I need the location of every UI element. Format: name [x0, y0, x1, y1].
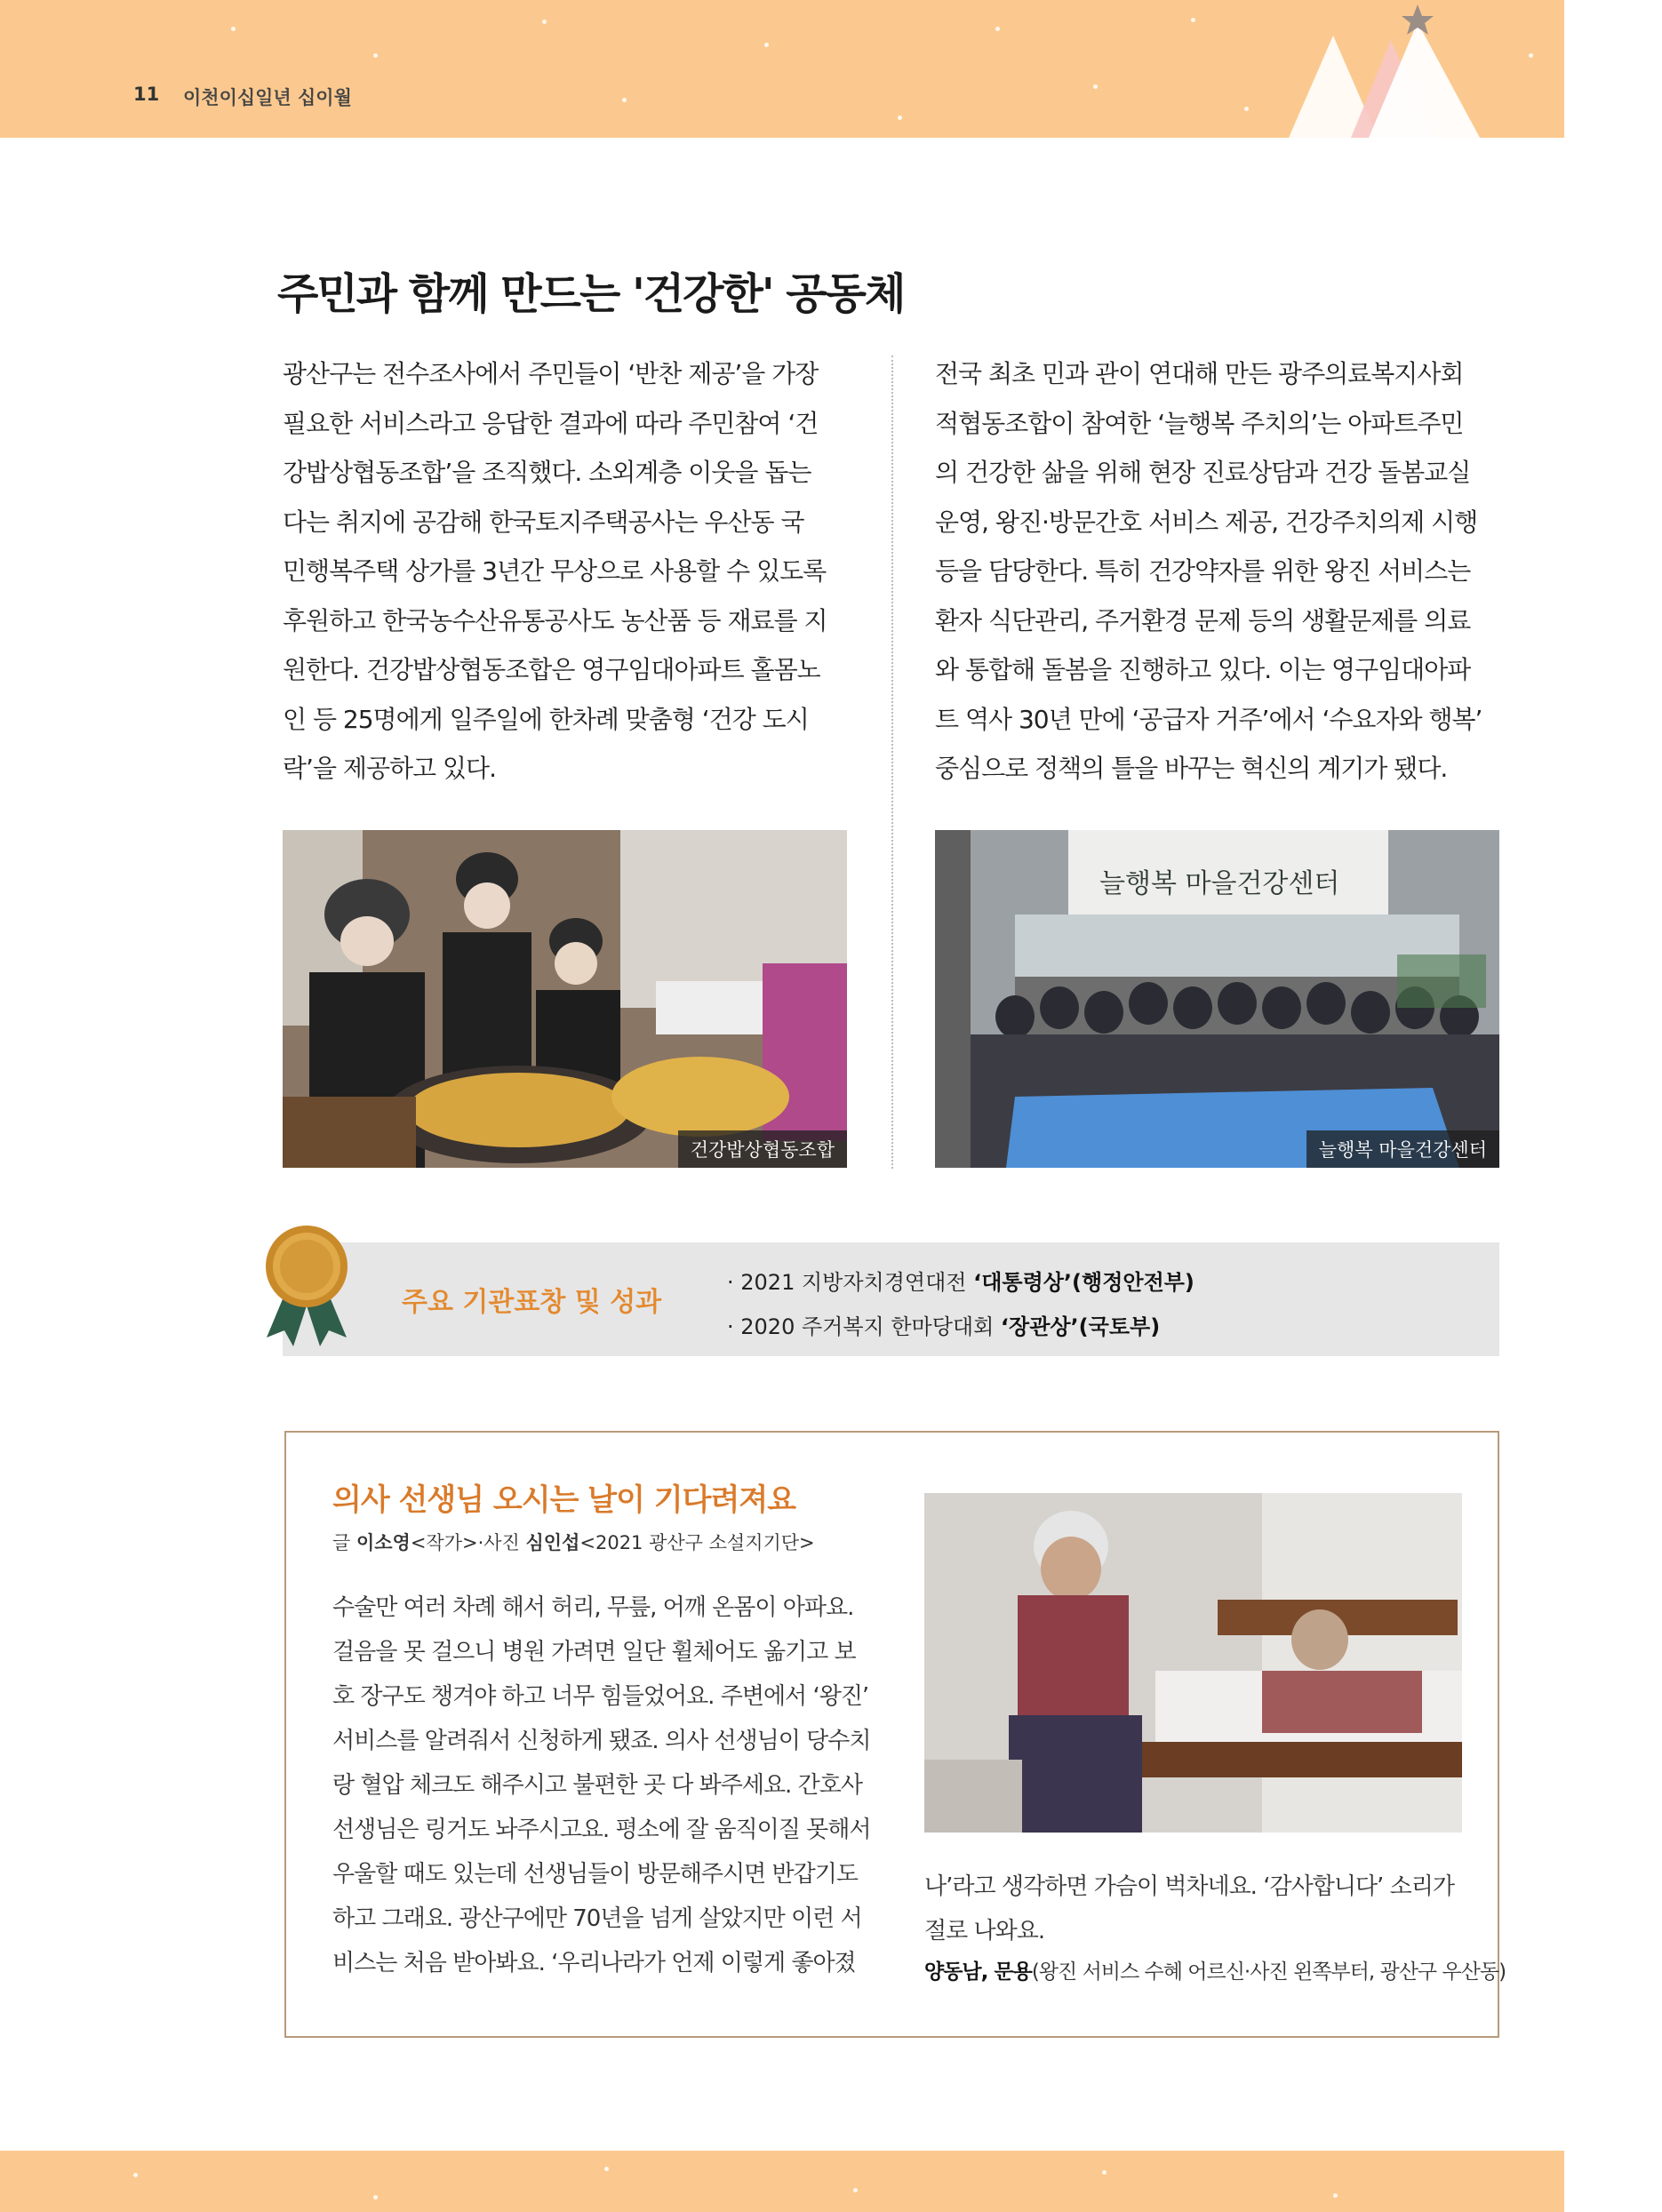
magazine-name: 이천이십일년 십이월 [183, 87, 352, 108]
text-line: 중심으로 정책의 틀을 바꾸는 혁신의 계기가 됐다. [935, 754, 1448, 783]
right-column-text [935, 349, 1504, 794]
byline-prefix: 글 [332, 1532, 356, 1553]
text-line: 와 통합해 돌봄을 진행하고 있다. 이는 영구임대아파 [935, 655, 1471, 684]
byline-photographer-role: <2021 광산구 소설지기단> [579, 1532, 815, 1553]
testimonial-title: 의사 선생님 오시는 날이 기다려져요 [332, 1482, 796, 1518]
awards-title: 주요 기관표창 및 성과 [402, 1287, 662, 1318]
text-line: 호 장구도 챙겨야 하고 너무 힘들었어요. 주변에서 ‘왕진’ [332, 1683, 869, 1710]
left-column-text [283, 349, 851, 794]
award-name: ‘대통령상’(행정안전부) [973, 1270, 1195, 1295]
award-name: ‘장관상’(국토부) [1000, 1314, 1161, 1339]
signature-note: (왕진 서비스 수혜 어르신·사진 왼쪽부터, 광산구 우산동) [1031, 1960, 1506, 1984]
testimonial-byline [332, 1529, 815, 1555]
text-line: 광산구는 전수조사에서 주민들이 ‘반찬 제공’을 가장 [283, 359, 819, 388]
text-line: 선생님은 링거도 놔주시고요. 평소에 잘 움직이질 못해서 [332, 1817, 871, 1843]
award-event: · 2021 지방자치경연대전 [727, 1270, 974, 1295]
testimonial-signature [924, 1955, 1506, 1984]
signature-names: 양동남, 문용 [924, 1960, 1032, 1984]
photo-health-center-group [935, 830, 1499, 1168]
text-line: 락’을 제공하고 있다. [283, 754, 496, 783]
text-line: 필요한 서비스라고 응답한 결과에 따라 주민참여 ‘건 [283, 408, 819, 438]
elderly-couple-illustration [924, 1493, 1462, 1833]
kitchen-photo-illustration [283, 830, 847, 1168]
text-line: 비스는 처음 받아봐요. ‘우리나라가 언제 이렇게 좋아졌 [332, 1950, 856, 1976]
text-line: 수술만 여러 차례 해서 허리, 무릎, 어깨 온몸이 아파요. [332, 1594, 854, 1621]
text-line: 환자 식단관리, 주거환경 문제 등의 생활문제를 의료 [935, 605, 1471, 635]
text-line: 적협동조합이 참여한 ‘늘행복 주치의’는 아파트주민 [935, 408, 1464, 438]
text-line: 절로 나와요. [924, 1918, 1045, 1944]
text-line: 하고 그래요. 광산구에만 70년을 넘게 살았지만 이런 서 [332, 1905, 862, 1932]
text-line: 운영, 왕진·방문간호 서비스 제공, 건강주치의제 시행 [935, 507, 1478, 537]
award-event: · 2020 주거복지 한마당대회 [727, 1314, 1001, 1339]
testimonial-text-left [332, 1585, 875, 1985]
photo-elderly-couple [924, 1493, 1462, 1833]
text-line: 나’라고 생각하면 가슴이 벅차네요. ‘감사합니다’ 소리가 [924, 1873, 1454, 1900]
award-item [727, 1305, 1195, 1349]
page-number: 11 [133, 84, 160, 105]
text-line: 강밥상협동조합’을 조직했다. 소외계층 이웃을 돕는 [283, 458, 811, 487]
testimonial-text-right [924, 1865, 1475, 1953]
christmas-tree-icon [1289, 0, 1511, 138]
footer-band [0, 2151, 1564, 2212]
health-center-sign: 늘행복 마을건강센터 [1099, 868, 1340, 899]
column-divider [891, 355, 893, 1169]
text-line: 전국 최초 민과 관이 연대해 만든 광주의료복지사회 [935, 359, 1464, 388]
article-headline: 주민과 함께 만드는 '건강한' 공동체 [277, 269, 905, 319]
award-item [727, 1260, 1195, 1305]
text-line: 후원하고 한국농수산유통공사도 농산품 등 재료를 지 [283, 605, 827, 635]
text-line: 원한다. 건강밥상협동조합은 영구임대아파트 홀몸노 [283, 655, 820, 684]
header-band [0, 0, 1564, 138]
medal-icon [258, 1222, 356, 1346]
text-line: 민행복주택 상가를 3년간 무상으로 사용할 수 있도록 [283, 556, 827, 586]
byline-photographer: 심인섭 [525, 1532, 580, 1553]
photo-cooperative-kitchen [283, 830, 847, 1168]
text-line: 인 등 25명에게 일주일에 한차례 맞춤형 ‘건강 도시 [283, 704, 809, 734]
text-line: 트 역사 30년 만에 ‘공급자 거주’에서 ‘수요자와 행복’ [935, 704, 1482, 734]
text-line: 우울할 때도 있는데 선생님들이 방문해주시면 반갑기도 [332, 1861, 858, 1888]
text-line: 다는 취지에 공감해 한국토지주택공사는 우산동 국 [283, 507, 804, 537]
byline-writer-role: <작가>·사진 [410, 1532, 526, 1553]
text-line: 랑 혈압 체크도 해주시고 불편한 곳 다 봐주세요. 간호사 [332, 1772, 862, 1799]
text-line: 걸음을 못 걸으니 병원 가려면 일단 휠체어도 옮기고 보 [332, 1639, 856, 1665]
photo-caption: 건강밥상협동조합 [678, 1130, 847, 1168]
text-line: 등을 담당한다. 특히 건강약자를 위한 왕진 서비스는 [935, 556, 1471, 586]
text-line: 서비스를 알려줘서 신청하게 됐죠. 의사 선생님이 당수치 [332, 1728, 871, 1754]
byline-writer: 이소영 [356, 1532, 411, 1553]
text-line: 의 건강한 삶을 위해 현장 진료상담과 건강 돌봄교실 [935, 458, 1471, 487]
photo-caption: 늘행복 마을건강센터 [1306, 1130, 1499, 1168]
awards-list [727, 1260, 1195, 1349]
